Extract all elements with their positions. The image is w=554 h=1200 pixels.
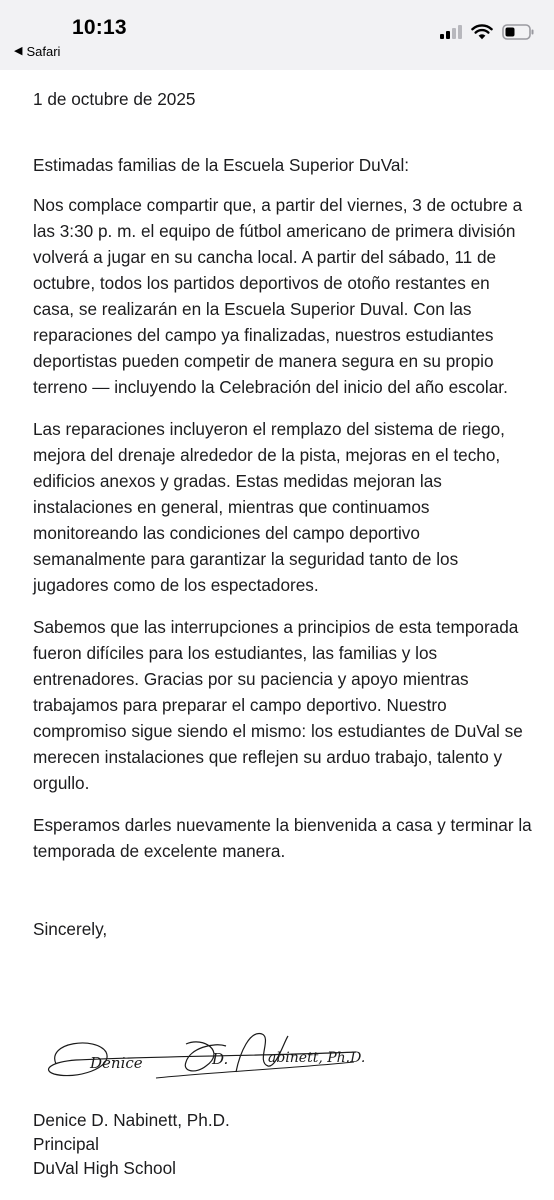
back-arrow-icon: ◀ [14, 45, 23, 57]
status-time: 10:13 [72, 16, 127, 39]
letter-closing: Sincerely, [33, 919, 108, 939]
handwritten-signature [36, 1022, 376, 1096]
letter-date: 1 de octubre de 2025 [33, 89, 196, 109]
back-to-safari-button[interactable] [14, 44, 60, 59]
paragraph-4: Esperamos darles nuevamente la bienvenida a casa y terminar la temporada de excelente manera. [33, 815, 532, 861]
svg-text:Denice: Denice [90, 1054, 143, 1072]
signer-title: Principal [33, 1134, 99, 1154]
paragraph-2: Las reparaciones incluyeron el remplazo del sistema de riego, mejora del drenaje alrededor de la pista, mejoras en el techo, edificios anexos y gradas. Estas medidas mejoran las instalaciones en general, mientras que continuamos monitoreando las condiciones del campo deportivo semanalmente para garantizar la seguridad tanto de los jugadores como de los espectadores. [33, 419, 505, 595]
paragraph-1: Nos complace compartir que, a partir del viernes, 3 de octubre a las 3:30 p. m. el equipo de fútbol americano de primera división volverá a jugar en su cancha local. A partir del sábado, 11 de octubre, todos los partidos deportivos de otoño restantes en casa, se realizarán en la Escuela Superior Duval. Con las reparaciones del campo ya finalizadas, nuestros estudiantes deportistas pueden competir de manera segura en su propio terreno — incluyendo la Celebración del inicio del año escolar. [33, 195, 523, 397]
status-icons [440, 24, 534, 40]
signer-organization: DuVal High School [33, 1158, 176, 1178]
paragraph-3: Sabemos que las interrupciones a principios de esta temporada fueron difíciles para los estudiantes, las familias y los entrenadores. Gracias por su paciencia y apoyo mientras trabajamos para preparar el campo deportivo. Nuestro compromiso sigue siendo el mismo: los estudiantes de DuVal se merecen instalaciones que reflejen su arduo trabajo, talento y orgullo. [33, 617, 523, 793]
svg-text:abinett, Ph.D.: abinett, Ph.D. [268, 1050, 366, 1066]
signal-icon [440, 25, 462, 39]
letter-body [33, 86, 533, 942]
svg-text:D.: D. [212, 1050, 229, 1068]
letter-salutation: Estimadas familias de la Escuela Superior DuVal: [33, 155, 410, 175]
back-label: Safari [26, 44, 61, 59]
battery-icon [502, 24, 534, 40]
wifi-icon [471, 24, 493, 40]
status-bar [0, 0, 554, 70]
signer-name: Denice D. Nabinett, Ph.D. [33, 1110, 230, 1130]
signature-block [33, 1108, 230, 1180]
